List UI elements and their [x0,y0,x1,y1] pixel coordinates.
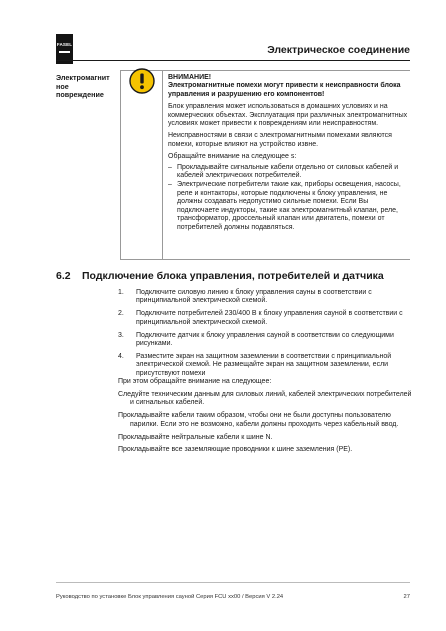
note-4: Прокладывайте все заземляющие проводники к шине заземления (PE). [118,446,353,454]
step-number: 3. [118,331,124,339]
step-number: 1. [118,289,124,296]
warning-title: ВНИМАНИЕ! [168,74,212,81]
warning-paragraph-2: Неисправностями в связи с электромагнитными помехами являются помехи, которые влияют на устройство извне. [168,132,392,148]
notes-intro: При этом обращайте внимание на следующее: [118,378,272,385]
note-3: Прокладывайте нейтральные кабели к шине N. [118,433,273,441]
warning-paragraph-3: Обращайте внимание на следующее s: [168,153,297,161]
page-header-title: Электрическое соединение [267,44,410,56]
logo-bar [59,51,70,53]
footer-divider [56,582,410,583]
steps-list [118,289,410,383]
step-item [118,353,410,378]
note-1: Следуйте техническим данным для силовых линий, кабелей электрических потребителей и сигнальных кабелей. [118,390,412,407]
warning-content [168,74,408,233]
step-text: Разместите экран на защитном заземлении в соответствии с принципиальной электрической схемой. Не размещайте экран на защитном заземлении, если присутствуют помехи [136,352,392,377]
header-divider [56,60,410,61]
step-number: 4. [118,352,124,360]
page-number: 27 [403,594,410,600]
step-text: Подключите датчик к блоку управления сауной в соответствии со следующими рисунками. [136,331,394,348]
warning-divider [162,70,163,260]
step-item [118,289,410,306]
step-item [118,310,410,327]
section-number: 6.2 [56,270,71,282]
step-text: Подключите потребителей 230/400 В к блоку управления сауной в соответствии с принципиальной электрической схемой. [136,310,403,326]
notes-block [118,378,414,459]
warning-bullet: – Электрические потребители такие как, приборы освещения, насосы, реле и контакторы, которые подключены к блоку управления, не должны создавать недопустимо сильные помехи. Если Вы подключаете индукторы, такие как электромагнитный клапан, реле, трансформатор, дроссельный клапан или двигатель, помехи от потребителей должны подавляться. [168,181,408,231]
footer-text: Руководство по установке Блок управления сауной Серия FCU xx00 / Версия V 2.24 [56,594,284,600]
step-text: Подключите силовую линию к блоку управления сауны в соответствии с принципиальной электрической схемой. [136,289,372,305]
step-item [118,332,410,349]
note-2: Прокладывайте кабели таким образом, чтобы они не были доступны пользователю парилки. Если это не возможно, кабели должны проходить через кабельный ввод. [118,412,399,428]
logo-text: FASEL [56,42,73,47]
side-label: Электромагнит ное повреждение [56,73,110,100]
warning-bullet: – Прокладывайте сигнальные кабели отдельно от силовых кабелей и кабелей электрических потребителей. [168,164,408,181]
warning-icon [129,68,155,94]
warning-paragraph-1: Блок управления может использоваться в домашних условиях и на коммерческих объектах. Эксплуатация при различных электромагнитных условиях может привести к повреждениям или неисправностям. [168,103,408,128]
warning-headline: Электромагнитные помехи могут привести к неисправности блока управления и разрушению его компонентов! [168,82,401,98]
section-title: Подключение блока управления, потребителей и датчика [82,270,384,282]
warning-bullet-list [168,164,408,232]
step-number: 2. [118,310,124,318]
